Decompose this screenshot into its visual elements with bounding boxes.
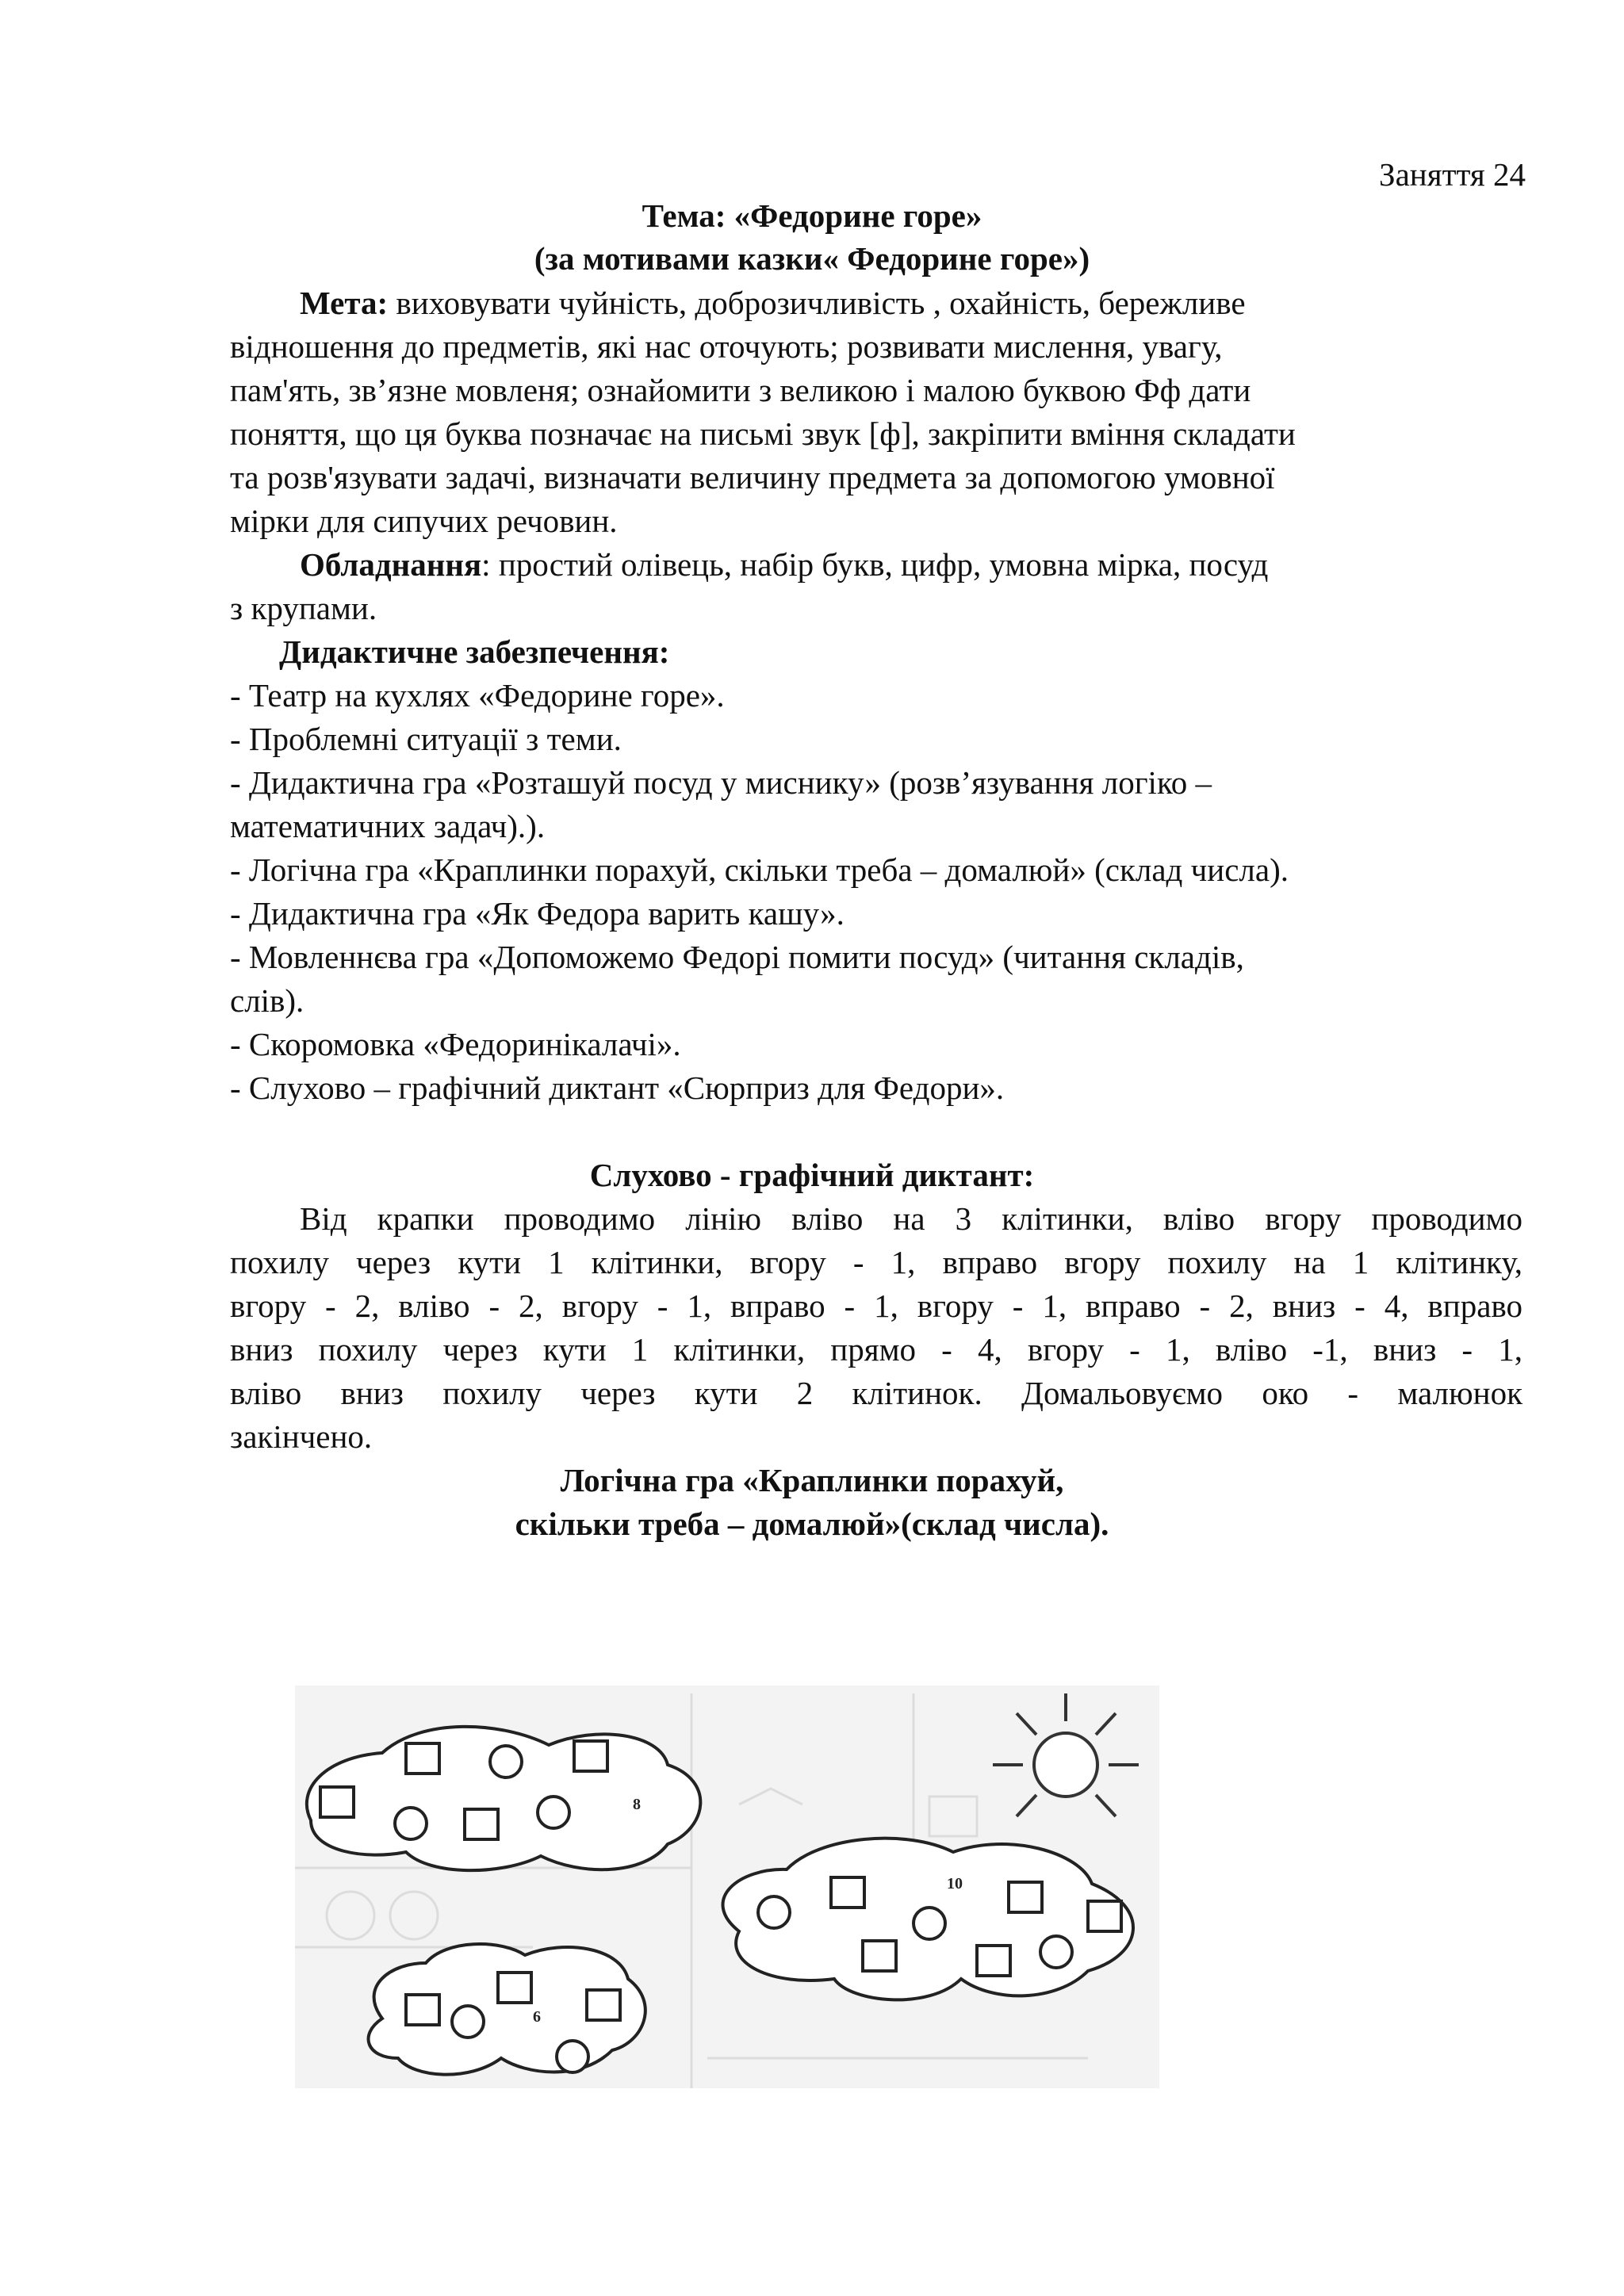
goal-line-6: мірки для сипучих речовин. (230, 503, 618, 539)
didactic-item-1: - Театр на кухлях «Федорине горе». (230, 677, 725, 714)
dictation-line-1: Від крапки проводимо лінію вліво на 3 клітинки, вліво вгору проводимо (300, 1200, 1522, 1237)
equipment-line-2: з крупами. (230, 590, 377, 626)
dictation-line-6: закінчено. (230, 1418, 373, 1455)
didactic-heading: Дидактичне забезпечення: (279, 633, 670, 670)
didactic-item-8: - Слухово – графічний диктант «Сюрприз для Федори». (230, 1070, 1005, 1106)
didactic-item-4: - Логічна гра «Краплинки порахуй, скільки треба – домалюй» (склад числа). (230, 851, 1289, 888)
dictation-line-4: вниз похилу через кути 1 клітинки, прямо - 4, вгору - 1, вліво -1, вниз - 1, (230, 1331, 1522, 1368)
goal-line-1: Мета: виховувати чуйність, доброзичливість , охайність, бережливе (300, 285, 1246, 321)
didactic-item-7: - Скоромовка «Федоринікалачі». (230, 1026, 681, 1062)
cloud-six (369, 1944, 645, 2075)
didactic-item-6: - Мовленнєва гра «Допоможемо Федорі помити посуд» (читання складів, (230, 939, 1244, 975)
goal-label: Мета: (300, 285, 389, 321)
didactic-item-2: - Проблемні ситуації з теми. (230, 721, 622, 757)
dictation-line-5: вліво вниз похилу через кути 2 клітинок. Домальовуємо око - малюнок (230, 1375, 1522, 1411)
equipment-line-1: Обладнання: простий олівець, набір букв, цифр, умовна мірка, посуд (300, 546, 1269, 583)
didactic-item-3: - Дидактична гра «Розташуй посуд у миснику» (розв’язування логіко – (230, 764, 1212, 801)
dictation-line-2: похилу через кути 1 клітинки, вгору - 1, вправо вгору похилу на 1 клітинку, (230, 1244, 1522, 1280)
cloud-six-number: 6 (533, 2008, 541, 2026)
didactic-item-6-cont: слів). (230, 982, 304, 1019)
dictation-heading: Слухово - графічний диктант: (589, 1157, 1035, 1193)
clouds-figure (295, 1686, 1159, 2088)
didactic-item-5: - Дидактична гра «Як Федора варить кашу». (230, 895, 845, 932)
goal-line-5: та розв'язувати задачі, визначати величину предмета за допомогою умовної (230, 459, 1275, 496)
lesson-theme: Тема: «Федорине горе» (642, 197, 982, 234)
lesson-subtitle: (за мотивами казки« Федорине горе») (534, 240, 1090, 277)
lesson-number: Заняття 24 (1379, 156, 1526, 193)
equipment-label: Обладнання (300, 546, 482, 583)
game-heading-2: скільки треба – домалюй»(склад числа). (515, 1506, 1109, 1542)
goal-line-4: поняття, що ця буква позначає на письмі звук [ф], закріпити вміння складати (230, 415, 1296, 452)
dictation-line-3: вгору - 2, вліво - 2, вгору - 1, вправо - 1, вгору - 1, вправо - 2, вниз - 4, вправо (230, 1288, 1522, 1324)
cloud-eight-number: 8 (633, 1796, 641, 1813)
goal-line-3: пам'ять, зв’язне мовленя; ознайомити з великою і малою буквою Фф дати (230, 372, 1251, 408)
didactic-item-3-cont: математичних задач).). (230, 808, 546, 844)
game-heading-1: Логічна гра «Краплинки порахуй, (560, 1462, 1064, 1498)
cloud-ten-number: 10 (947, 1875, 963, 1892)
goal-line-2: відношення до предметів, які нас оточують; розвивати мислення, увагу, (230, 328, 1223, 365)
